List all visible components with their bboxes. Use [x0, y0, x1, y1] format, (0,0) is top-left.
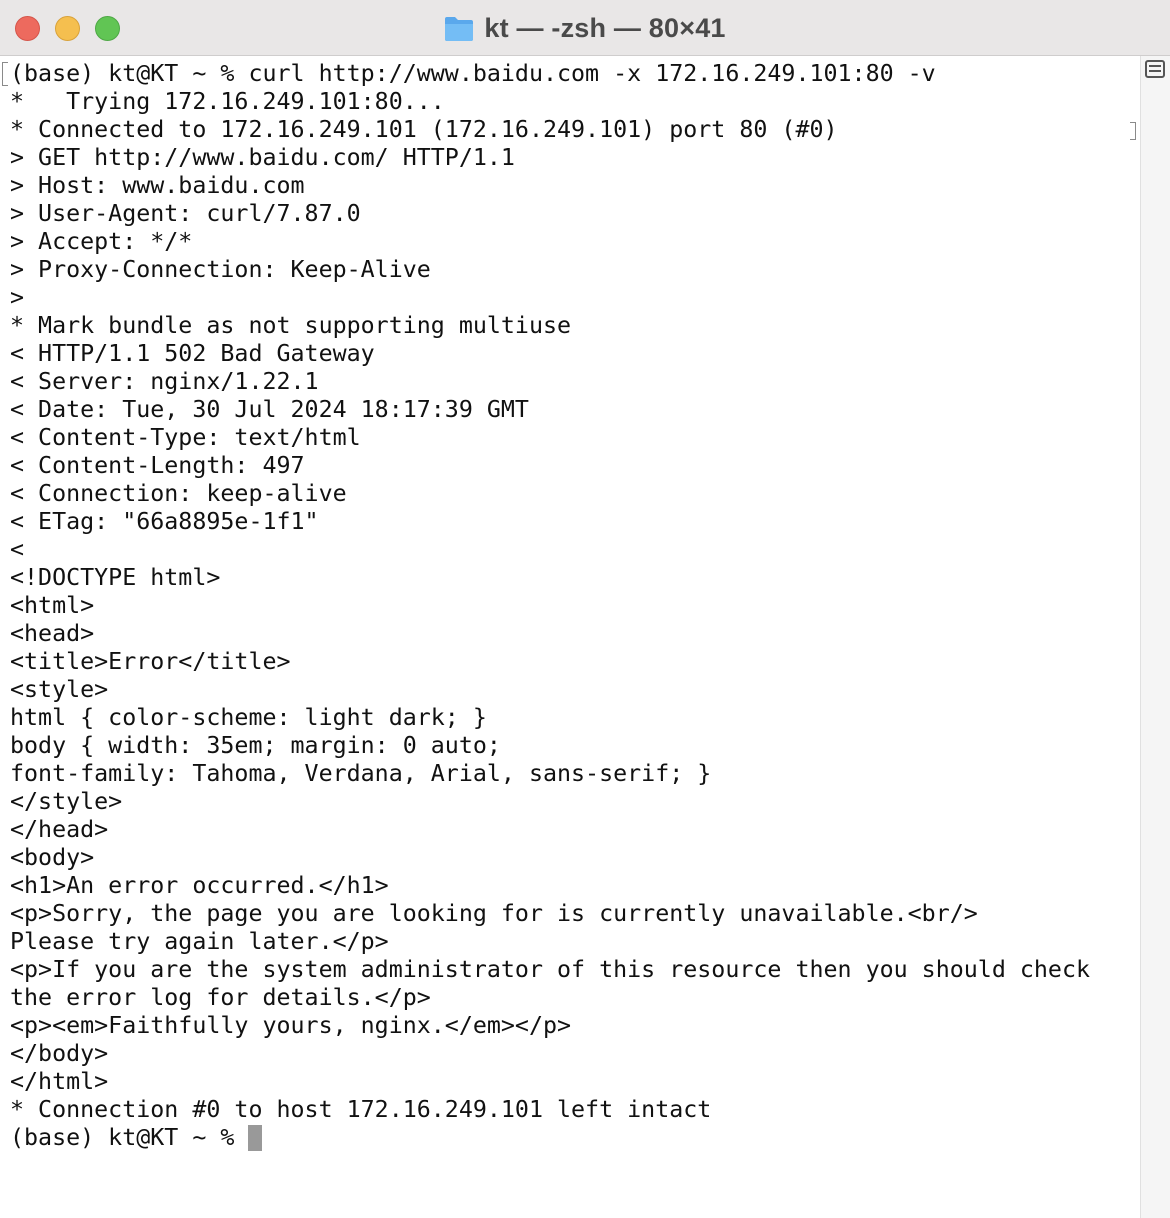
scrollbar[interactable] [1140, 56, 1170, 1218]
output-line: Please try again later.</p> [10, 928, 389, 955]
output-line: < Content-Length: 497 [10, 452, 305, 479]
output-line: <html> [10, 592, 95, 619]
terminal-output [10, 60, 1090, 1152]
output-line: body { width: 35em; margin: 0 auto; [10, 732, 501, 759]
title-bar[interactable] [0, 0, 1170, 56]
output-line: < ETag: "66a8895e-1f1" [10, 508, 319, 535]
output-line: <body> [10, 844, 95, 871]
output-line: <p>Sorry, the page you are looking for is currently unavailable.<br/> [10, 900, 978, 927]
output-line: </style> [10, 788, 123, 815]
command-prompt[interactable] [10, 1124, 1090, 1152]
output-line: font-family: Tahoma, Verdana, Arial, sans-serif; } [10, 760, 712, 787]
output-line: < Content-Type: text/html [10, 424, 361, 451]
output-line: <head> [10, 620, 95, 647]
output-line: <p><em>Faithfully yours, nginx.</em></p> [10, 1012, 572, 1039]
folder-icon [444, 14, 474, 42]
output-line: < HTTP/1.1 502 Bad Gateway [10, 340, 375, 367]
output-line: (base) kt@KT ~ % curl http://www.baidu.com -x 172.16.249.101:80 -v [10, 60, 936, 87]
output-line: <p>If you are the system administrator of this resource then you should check [10, 956, 1090, 983]
output-line: > Proxy-Connection: Keep-Alive [10, 256, 431, 283]
output-line: > Accept: */* [10, 228, 193, 255]
window-title: kt — -zsh — 80×41 [484, 12, 726, 43]
output-line: * Trying 172.16.249.101:80... [10, 88, 445, 115]
output-line: <h1>An error occurred.</h1> [10, 872, 389, 899]
output-line: <title>Error</title> [10, 648, 291, 675]
output-line: > GET http://www.baidu.com/ HTTP/1.1 [10, 144, 515, 171]
output-line: < [10, 536, 25, 563]
mark-bracket-left [2, 62, 8, 86]
output-line: </body> [10, 1040, 109, 1067]
output-line: < Server: nginx/1.22.1 [10, 368, 319, 395]
output-line: * Connected to 172.16.249.101 (172.16.249.101) port 80 (#0) [10, 116, 838, 143]
output-line: the error log for details.</p> [10, 984, 431, 1011]
output-line: > Host: www.baidu.com [10, 172, 305, 199]
split-pane-icon[interactable] [1145, 60, 1165, 78]
mark-bracket-right [1130, 122, 1136, 140]
output-line: </head> [10, 816, 109, 843]
output-line: > [10, 284, 25, 311]
output-line: < Connection: keep-alive [10, 480, 347, 507]
output-line: <style> [10, 676, 109, 703]
output-line: html { color-scheme: light dark; } [10, 704, 487, 731]
window-title-group [0, 0, 1170, 56]
output-line: > User-Agent: curl/7.87.0 [10, 200, 361, 227]
output-line: * Connection #0 to host 172.16.249.101 left intact [10, 1096, 712, 1123]
output-line: <!DOCTYPE html> [10, 564, 221, 591]
prompt-text: (base) kt@KT ~ % [10, 1124, 235, 1151]
output-line: * Mark bundle as not supporting multiuse [10, 312, 572, 339]
text-cursor [248, 1125, 262, 1151]
terminal-content[interactable] [0, 56, 1140, 1218]
output-line: < Date: Tue, 30 Jul 2024 18:17:39 GMT [10, 396, 529, 423]
output-line: </html> [10, 1068, 109, 1095]
